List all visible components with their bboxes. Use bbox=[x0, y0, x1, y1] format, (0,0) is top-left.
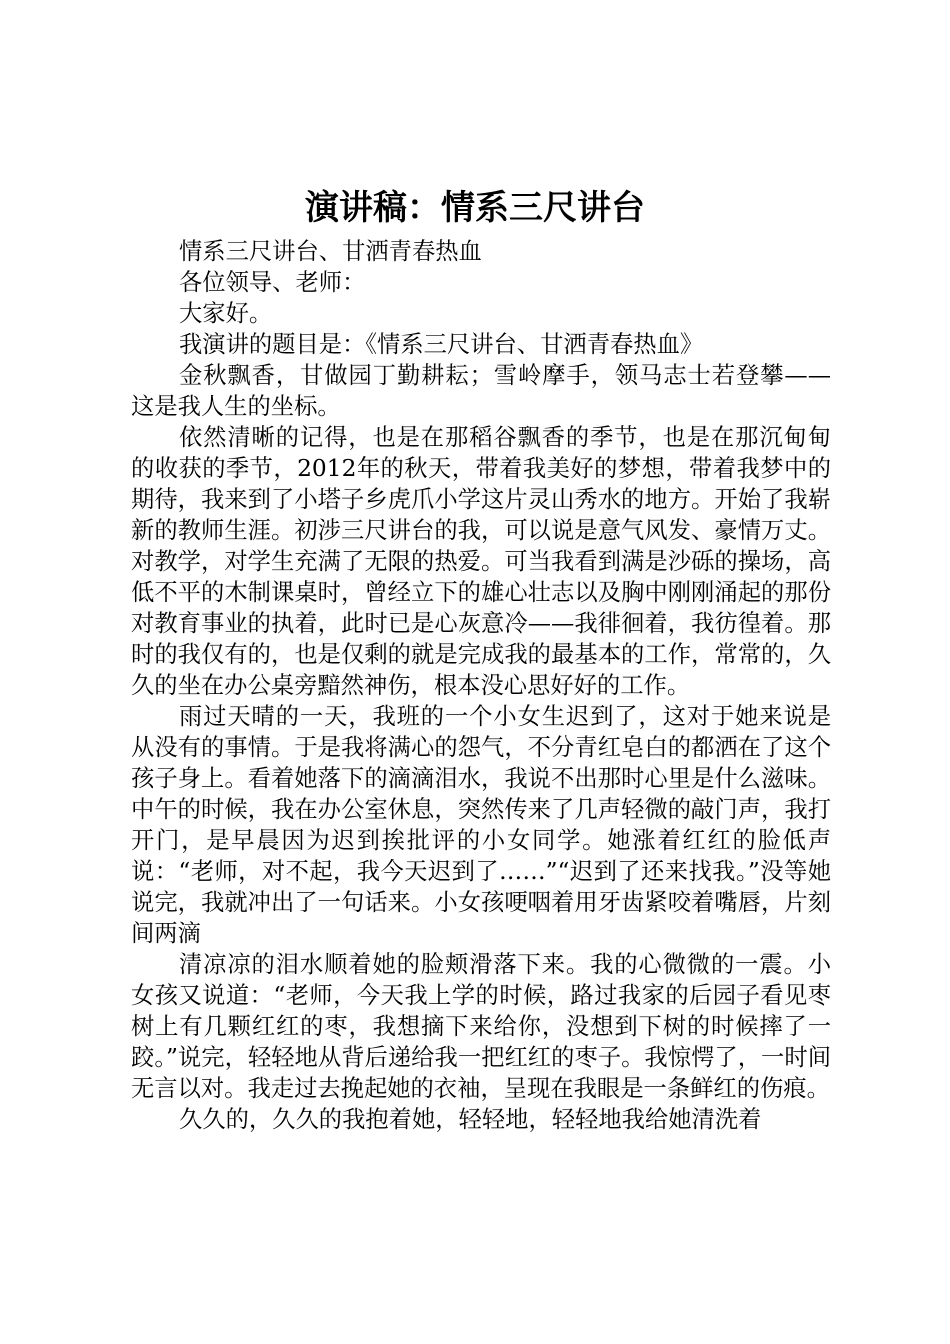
document-title: 演讲稿：情系三尺讲台 bbox=[305, 188, 645, 228]
paragraph: 我演讲的题目是：《情系三尺讲台、甘洒青春热血》 bbox=[179, 331, 704, 358]
paragraph: 各位领导、老师： bbox=[179, 269, 366, 296]
paragraph: 雨过天晴的一天，我班的一个小女生迟到了，这对于她来说是从没有的事情。于是我将满心的怨气，不分青红皂白的都洒在了这个孩子身上。看着她落下的滴滴泪水，我说不出那时心里是什么滋味。中午的时候，我在办公室休息，突然传来了几声轻微的敲门声，我打开门，是早晨因为迟到挨批评的小女同学。她涨着红红的脸低声说：“老师，对不起，我今天迟到了……”“迟到了还来找我。”没等她说完，我就冲出了一句话来。小女孩哽咽着用牙齿紧咬着嘴唇，片刻间两滴 bbox=[131, 703, 831, 947]
paragraph: 大家好。 bbox=[179, 300, 273, 327]
document-body bbox=[131, 236, 831, 1135]
paragraph: 久久的，久久的我抱着她，轻轻地，轻轻地我给她清洗着 bbox=[179, 1106, 762, 1133]
paragraph: 金秋飘香，甘做园丁勤耕耘；雪岭摩手，领马志士若登攀——这是我人生的坐标。 bbox=[131, 362, 831, 420]
paragraph: 情系三尺讲台、甘洒青春热血 bbox=[179, 238, 482, 265]
paragraph: 依然清晰的记得，也是在那稻谷飘香的季节，也是在那沉甸甸的收获的季节，2012年的秋天，带着我美好的梦想，带着我梦中的期待，我来到了小塔子乡虎爪小学这片灵山秀水的地方。开始了我崭新的教师生涯。初涉三尺讲台的我，可以说是意气风发、豪情万丈。对教学，对学生充满了无限的热爱。可当我看到满是沙砾的操场，高低不平的木制课桌时，曾经立下的雄心壮志以及胸中刚刚涌起的那份对教育事业的执着，此时已是心灰意冷——我徘徊着，我彷徨着。那时的我仅有的，也是仅剩的就是完成我的最基本的工作，常常的，久久的坐在办公桌旁黯然神伤，根本没心思好好的工作。 bbox=[131, 424, 831, 699]
paragraph: 清凉凉的泪水顺着她的脸颊滑落下来。我的心微微的一震。小女孩又说道：“老师，今天我上学的时候，路过我家的后园子看见枣树上有几颗红红的枣，我想摘下来给你，没想到下树的时候摔了一跤。”说完，轻轻地从背后递给我一把红红的枣子。我惊愕了，一时间无言以对。我走过去挽起她的衣袖，呈现在我眼是一条鲜红的伤痕。 bbox=[131, 951, 831, 1102]
